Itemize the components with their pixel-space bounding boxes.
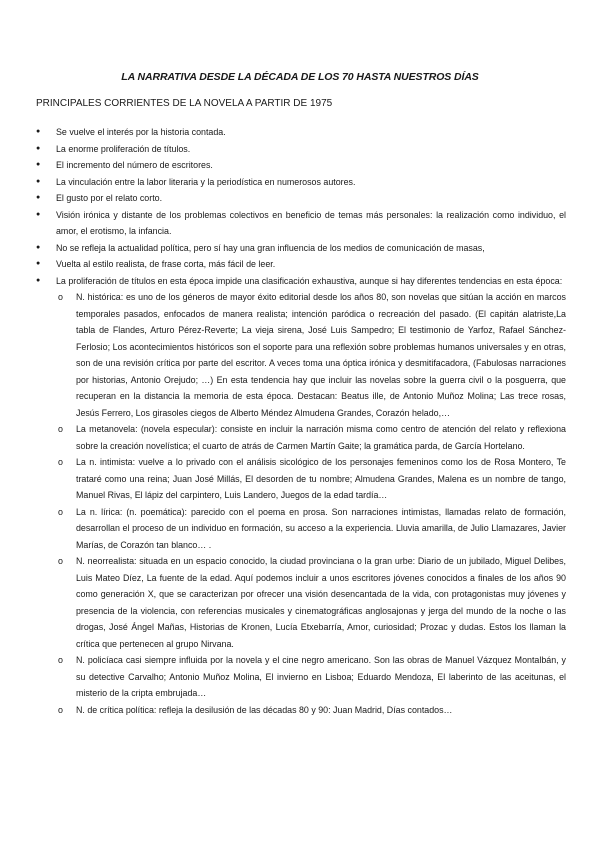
bullet-item: ● No se refleja la actualidad política, pero sí hay una gran influencia de los medios de comunicación de masas, <box>36 240 566 257</box>
document-title: LA NARRATIVA DESDE LA DÉCADA DE LOS 70 HASTA NUESTROS DÍAS <box>121 71 479 83</box>
main-bullet-list <box>36 124 566 718</box>
bullet-item: ● El incremento del número de escritores. <box>36 157 566 174</box>
sub-item-neorrealista: o N. neorrealista: situada en un espacio conocido, la ciudad provinciana o la gran urbe: Diario de un jubilado, Miguel Delibes, Luis Mateo Díez, La fuente de la edad. Aquí podemos incluir a unos escritores jóvenes conocidos a finales de los años 90 como generación X, que se caracterizan por ofrecer una visión desencantada de la vida, con protagonistas muy jóvenes y presencia de la violencia, con referencias musicales y cinematográficas anglosajonas y jerga del mundo de la noche o las drogas, José Ángel Mañas, Historias de Kronen, Lucía Etxebarría, Amor, curiosidad; Prozac y dudas. Estos los llaman la crítica que pertenecen al grupo Nirvana. <box>56 553 566 652</box>
section-heading: PRINCIPALES CORRIENTES DE LA NOVELA A PARTIR DE 1975 <box>36 98 333 109</box>
bullet-item: ● Vuelta al estilo realista, de frase corta, más fácil de leer. <box>36 256 566 273</box>
sub-item-policiaca: o N. policíaca casi siempre influida por la novela y el cine negro americano. Son las obras de Manuel Vázquez Montalbán, y su detective Carvalho; Antonio Muñoz Molina, El invierno en Lisboa; Eduardo Mendoza, El laberinto de las aceitunas, el misterio de la cripta embrujada… <box>56 652 566 702</box>
bullet-item: ● La vinculación entre la labor literaria y la periodística en numerosos autores. <box>36 174 566 191</box>
bullet-item: ● Visión irónica y distante de los problemas colectivos en beneficio de temas más personales: la realización como individuo, el amor, el erotismo, la infancia. <box>36 207 566 240</box>
sub-bullet-list <box>56 289 566 718</box>
sub-item-critica-politica: o N. de crítica política: refleja la desilusión de las décadas 80 y 90: Juan Madrid, Días contados… <box>56 702 566 719</box>
bullet-item: ● El gusto por el relato corto. <box>36 190 566 207</box>
sub-item-historica: o N. histórica: es uno de los géneros de mayor éxito editorial desde los años 80, son novelas que sitúan la acción en marcos temporales pasados, enfocados de manera realista; intención paródica o recreación del pasado. (El capitán alatriste,La tabla de Flandes, Arturo Pérez-Reverte; La vieja sirena, José Luis Sampedro; El testimonio de Yarfoz, Rafael Sánchez-Ferlosio; Los acontecimientos históricos son el soporte para una reflexión sobre problemas humanos universales y en otras, son de una revisión crítica por parte del escritor. A veces toma una óptica irónica y desmitifacadora, (Fabulosas narraciones por historias, Antonio Orejudo; …) En esta tendencia hay que incluir las novelas sobre la guerra civil o la posguerra, que recuperan en la distancia la memoria de esta época. Destacan: Beatus ille, de Antonio Muñoz Molina; Las trece rosas, Jesús Ferrero, Los girasoles ciegos de Alberto Méndez Almudena Grandes, Corazón helado,… <box>56 289 566 421</box>
bullet-item: ● La enorme proliferación de títulos. <box>36 141 566 158</box>
sub-item-metanovela: o La metanovela: (novela especular): consiste en incluir la narración misma como centro de atención del relato y reflexiona sobre la creación novelística; el cuarto de atrás de Carmen Martín Gaite; la gramática parda, de García Hortelano. <box>56 421 566 454</box>
sub-item-lirica: o La n. lírica: (n. poemática): parecido con el poema en prosa. Son narraciones intimistas, llamadas relato de formación, desarrollan el proceso de un individuo en formación, su acceso a la experiencia. Lluvia amarilla, de Julio Llamazares, Javier Marías, de Corazón tan blanco… . <box>56 504 566 554</box>
bullet-text: La proliferación de títulos en esta época impide una clasificación exhaustiva, aunque si hay diferentes tendencias en esta época: <box>56 275 563 286</box>
bullet-item: ● Se vuelve el interés por la historia contada. <box>36 124 566 141</box>
bullet-item-tendencias <box>36 273 566 719</box>
sub-item-intimista: o La n. intimista: vuelve a lo privado con el análisis sicológico de los personajes femeninos como los de Rosa Montero, Te trataré como una reina; Juan José Millás, El desorden de tu nombre; Almudena Grandes, Malena es un nombre de tango, Manuel Rivas, El lápiz del carpintero, Luis Landero, Juegos de la edad tardía… <box>56 454 566 504</box>
